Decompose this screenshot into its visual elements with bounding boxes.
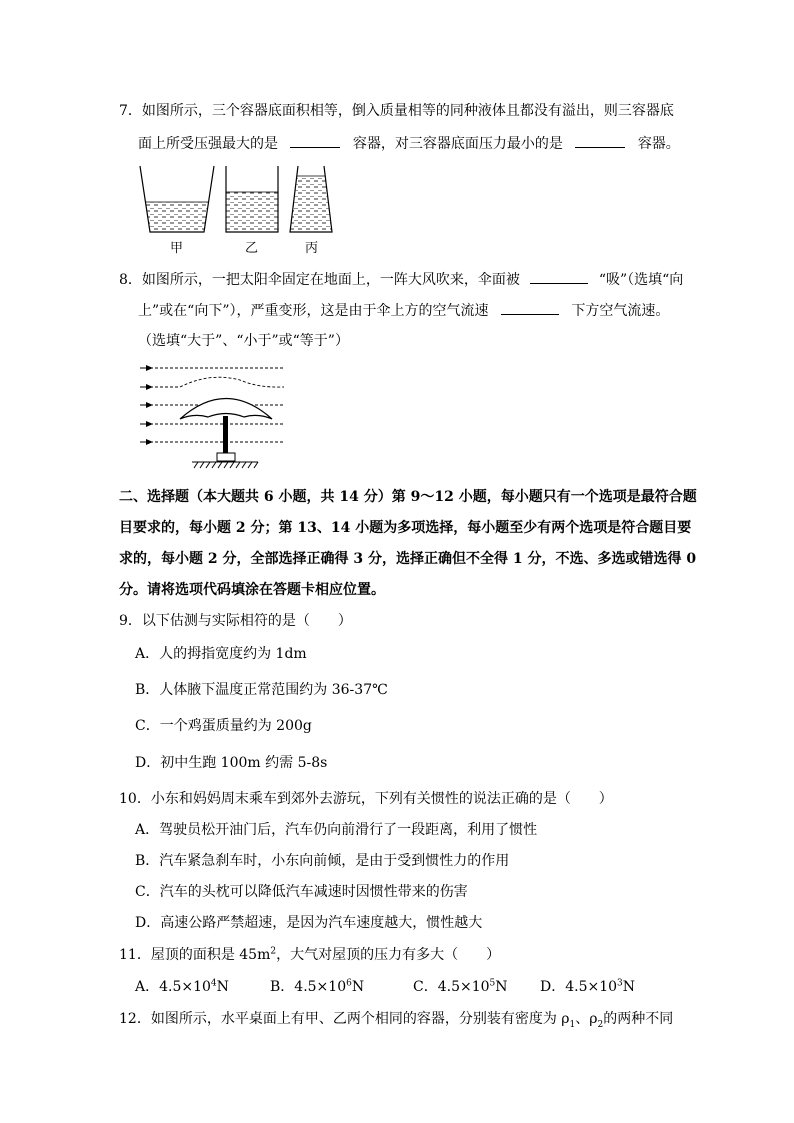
section2-line3: 求的，每小题 2 分，全部选择正确得 3 分，选择正确但不全得 1 分，不选、多选或错选得 0 xyxy=(119,551,697,567)
q11-option-b-base: B．4.5×10 xyxy=(270,979,347,995)
q11-option-c-exp: 5 xyxy=(489,978,496,989)
container-jia xyxy=(140,166,214,232)
q8-umbrella-figure xyxy=(140,358,290,470)
q7-blank-2[interactable] xyxy=(575,133,625,148)
q10-option-c[interactable]: C．汽车的头枕可以降低汽车减速时因惯性带来的伤害 xyxy=(135,884,468,900)
q8-blank-1[interactable] xyxy=(530,269,588,284)
q11-option-d-unit: N xyxy=(622,979,636,995)
q11-option-a-exp: 4 xyxy=(210,978,217,989)
q8-line2 xyxy=(138,300,669,321)
q12-stem-text-a: 12．如图所示，水平桌面上有甲、乙两个相同的容器，分别装有密度为 ρ xyxy=(119,1011,570,1027)
q10-option-b[interactable]: B．汽车紧急刹车时，小东向前倾，是由于受到惯性力的作用 xyxy=(135,853,510,869)
container-bing xyxy=(290,166,332,232)
q8-line1 xyxy=(119,269,683,290)
q9-option-a[interactable]: A．人的拇指宽度约为 1dm xyxy=(135,646,307,662)
label-yi: 乙 xyxy=(245,241,259,256)
q11-stem xyxy=(119,945,500,965)
q10-stem: 10．小东和妈妈周末乘车到郊外去游玩，下列有关惯性的说法正确的是（ ） xyxy=(119,791,613,807)
q12-stem-text-b: 、ρ xyxy=(575,1011,598,1027)
q8-blank-2[interactable] xyxy=(501,300,559,315)
q8-line2-text-a: 上”或在“向下”），严重变形，这是由于伞上方的空气流速 xyxy=(138,303,489,319)
q7-line1: 7．如图所示，三个容器底面积相等，倒入质量相等的同种液体且都没有溢出，则三容器底 xyxy=(119,103,674,119)
q9-option-b[interactable]: B．人体腋下温度正常范围约为 36-37℃ xyxy=(135,682,388,698)
q12-stem-sub1: 1 xyxy=(569,1019,576,1030)
q11-option-d[interactable] xyxy=(540,977,635,997)
q11-option-c-unit: N xyxy=(495,979,508,995)
q8-line1-text-a: 8．如图所示，一把太阳伞固定在地面上，一阵大风吹来，伞面被 xyxy=(119,272,520,288)
q11-option-b-unit: N xyxy=(351,979,365,995)
q11-option-a-base: A．4.5×10 xyxy=(135,979,211,995)
q11-option-c[interactable] xyxy=(413,977,508,997)
q11-option-a[interactable] xyxy=(135,977,229,997)
q12-stem-sub2: 2 xyxy=(597,1019,604,1030)
q7-line2-text-a: 面上所受压强最大的是 xyxy=(138,136,278,152)
q10-option-a[interactable]: A．驾驶员松开油门后，汽车仍向前滑行了一段距离，利用了惯性 xyxy=(135,822,538,838)
q11-option-b[interactable] xyxy=(270,977,364,997)
section2-line2: 目要求的，每小题 2 分；第 13、14 小题为多项选择，每小题至少有两个选项是符合题目要 xyxy=(119,520,692,536)
q11-option-b-exp: 6 xyxy=(346,978,352,989)
q11-option-a-unit: N xyxy=(216,979,229,995)
q7-line2-text-b: 容器，对三容器底面压力最小的是 xyxy=(352,136,563,152)
q11-stem-text-b: ，大气对屋顶的压力有多大（ ） xyxy=(276,947,501,963)
section2-line4: 分。请将选项代码填涂在答题卡相应位置。 xyxy=(119,582,385,598)
q8-line2-text-b: 下方空气流速。 xyxy=(571,303,670,319)
q11-stem-text-a: 11．屋顶的面积是 45m xyxy=(119,947,271,963)
label-bing: 丙 xyxy=(305,241,319,256)
q8-line3: （选填“大于”、“小于”或“等于”） xyxy=(138,333,349,349)
q12-stem xyxy=(119,1009,673,1029)
q10-option-d[interactable]: D．高速公路严禁超速，是因为汽车速度越大，惯性越大 xyxy=(135,915,483,931)
q7-blank-1[interactable] xyxy=(290,133,340,148)
ground-hatch xyxy=(192,462,258,468)
q7-line2 xyxy=(138,133,680,154)
q9-option-d[interactable]: D．初中生跑 100m 约需 5-8s xyxy=(135,755,328,771)
q8-line1-text-b: “吸”（选填“向 xyxy=(598,272,684,288)
section2-line1: 二、选择题（本大题共 6 小题，共 14 分）第 9～12 小题，每小题只有一个选项是最符合题 xyxy=(119,489,697,505)
q11-option-d-exp: 3 xyxy=(617,978,623,989)
container-yi xyxy=(226,166,278,232)
q12-stem-text-c: 的两种不同 xyxy=(603,1011,674,1027)
q7-line2-text-c: 容器。 xyxy=(637,136,680,152)
q11-stem-sup: 2 xyxy=(270,946,277,957)
umbrella-icon xyxy=(180,399,272,462)
label-jia: 甲 xyxy=(170,241,184,256)
q11-option-c-base: C．4.5×10 xyxy=(413,979,490,995)
q9-stem: 9．以下估测与实际相符的是（ ） xyxy=(119,613,352,629)
q9-option-c[interactable]: C．一个鸡蛋质量约为 200g xyxy=(135,718,312,734)
q11-option-d-base: D．4.5×10 xyxy=(540,979,618,995)
q7-containers-figure xyxy=(130,160,340,258)
